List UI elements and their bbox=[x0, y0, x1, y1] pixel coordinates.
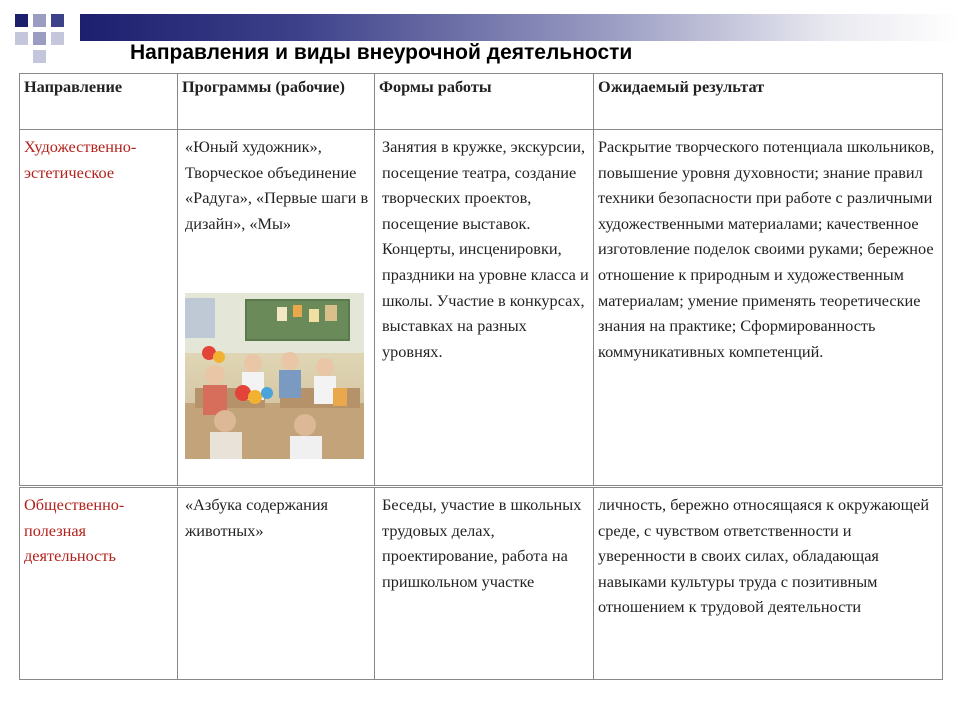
decor-square bbox=[51, 14, 64, 27]
row-direction: Общественно-полезная деятельность bbox=[20, 488, 178, 680]
row-result: личность, бережно относящаяся к окружающей среде, с чувством ответственности и уверенности в своих силах, обладающая навыками культуры труда с позитивным отношением к трудовой деятельности bbox=[594, 488, 943, 680]
page-title: Направления и виды внеурочной деятельности bbox=[130, 41, 633, 64]
table-header-row bbox=[20, 74, 943, 130]
row-result: Раскрытие творческого потенциала школьников, повышение уровня духовности; знание правил техники безопасности при работе с различными художественными материалами; качественное изготовление поделок своими руками; бережное отношение к природным и художественным материалам; умение применять теоретические знания на практике; Сформированность коммуникативных компетенций. bbox=[594, 130, 943, 486]
header-gradient-bar bbox=[80, 14, 960, 41]
row-programs: «Юный художник», Творческое объединение «Радуга», «Первые шаги в дизайн», «Мы» bbox=[185, 137, 369, 233]
header-direction: Направление bbox=[20, 74, 178, 130]
activities-table-continued bbox=[19, 487, 943, 680]
table-row bbox=[20, 488, 943, 680]
header-result: Ожидаемый результат bbox=[594, 74, 943, 130]
decor-square bbox=[51, 32, 64, 45]
decor-square bbox=[15, 32, 28, 45]
decor-square bbox=[33, 50, 46, 63]
activities-table bbox=[19, 73, 943, 486]
table-row bbox=[20, 130, 943, 486]
header-programs: Программы (рабочие) bbox=[178, 74, 375, 130]
classroom-photo bbox=[185, 293, 364, 459]
decor-square bbox=[15, 14, 28, 27]
decor-square bbox=[33, 32, 46, 45]
row-forms: Беседы, участие в школьных трудовых делах, проектирование, работа на пришкольном участке bbox=[375, 488, 594, 680]
row-direction: Художественно-эстетическое bbox=[20, 130, 178, 486]
header-forms: Формы работы bbox=[375, 74, 594, 130]
row-forms: Занятия в кружке, экскурсии, посещение театра, создание творческих проектов, посещение выставок. Концерты, инсценировки, праздники на уровне класса и школы. Участие в конкурсах, выставках на разных уровнях. bbox=[375, 130, 594, 486]
row-programs: «Азбука содержания животных» bbox=[178, 488, 375, 680]
decor-square bbox=[33, 14, 46, 27]
